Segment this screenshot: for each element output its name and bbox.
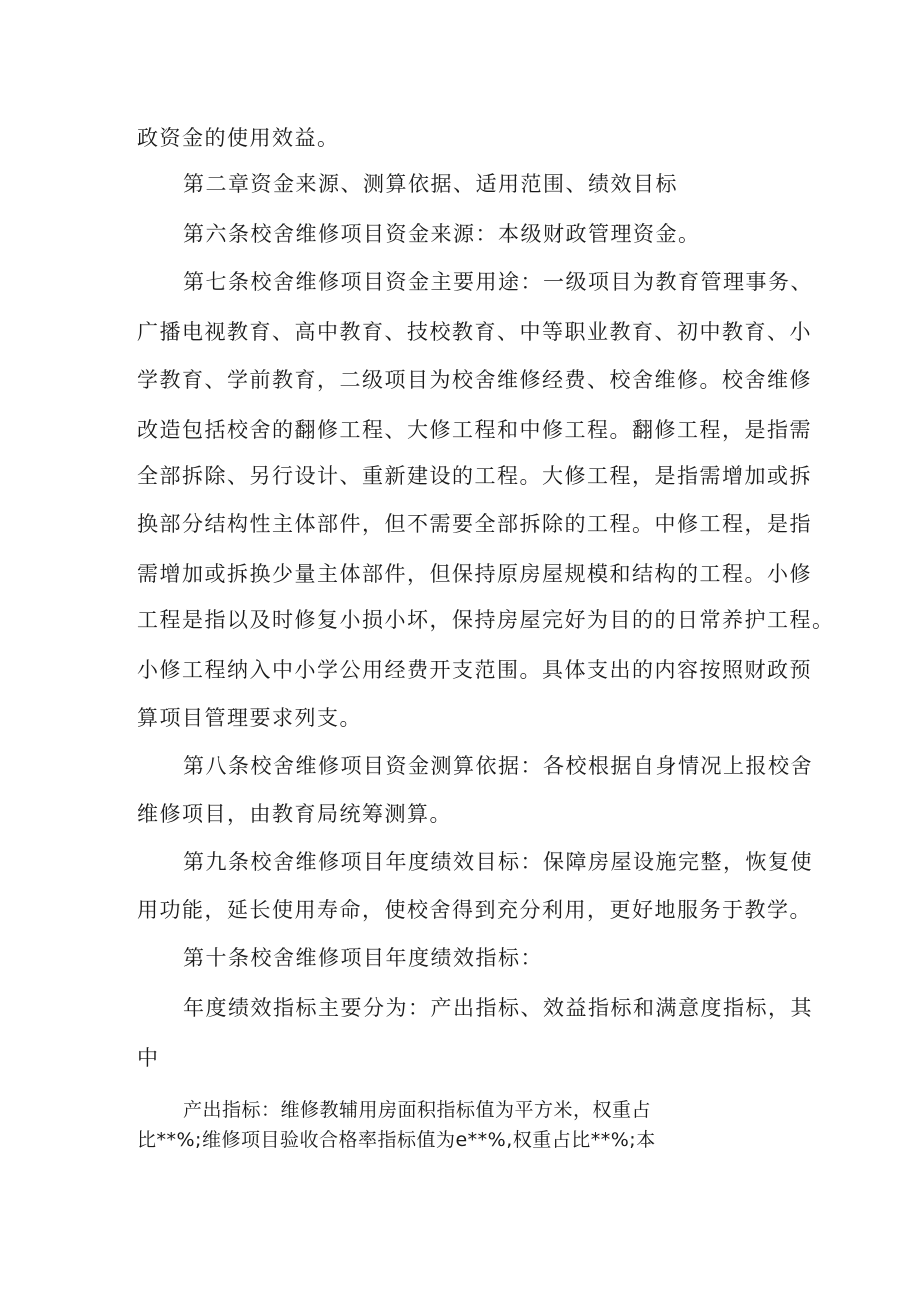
paragraph-line: 政资金的使用效益。	[137, 126, 340, 150]
chapter-heading: 第二章资金来源、测算依据、适用范围、绩效目标	[183, 172, 678, 196]
paragraph-line: 小修工程纳入中小学公用经费开支范围。具体支出的内容按照财政预	[137, 658, 812, 682]
paragraph-line: 产出指标：维修教辅用房面积指标值为平方米，权重占	[183, 1099, 652, 1121]
paragraph-line: 维修项目，由教育局统筹测算。	[137, 802, 452, 826]
paragraph-line: 年度绩效指标主要分为：产出指标、效益指标和满意度指标，其	[183, 996, 813, 1020]
paragraph-line: 中	[137, 1046, 160, 1070]
paragraph-line: 第七条校舍维修项目资金主要用途：一级项目为教育管理事务、	[183, 270, 813, 294]
paragraph-line: 广播电视教育、高中教育、技校教育、中等职业教育、初中教育、小	[137, 320, 812, 344]
paragraph-line: 改造包括校舍的翻修工程、大修工程和中修工程。翻修工程，是指需	[137, 418, 812, 442]
paragraph-line: 换部分结构性主体部件，但不需要全部拆除的工程。中修工程，是指	[137, 512, 812, 536]
paragraph-line: 全部拆除、另行设计、重新建设的工程。大修工程，是指需增加或拆	[137, 464, 812, 488]
paragraph-line: 第八条校舍维修项目资金测算依据：各校根据自身情况上报校舍	[183, 754, 813, 778]
paragraph-line: 第十条校舍维修项目年度绩效指标：	[183, 946, 543, 970]
paragraph-line: 第九条校舍维修项目年度绩效目标：保障房屋设施完整，恢复使	[183, 850, 813, 874]
paragraph-line: 需增加或拆换少量主体部件，但保持原房屋规模和结构的工程。小修	[137, 562, 812, 586]
paragraph-line: 学教育、学前教育，二级项目为校舍维修经费、校舍维修。校舍维修	[137, 368, 812, 392]
paragraph-line: 用功能，延长使用寿命，使校舍得到充分利用，更好地服务于教学。	[137, 898, 812, 922]
paragraph-line: 第六条校舍维修项目资金来源：本级财政管理资金。	[183, 222, 701, 246]
paragraph-line: 比**%;维修项目验收合格率指标值为e**%,权重占比**%;本	[137, 1129, 656, 1151]
paragraph-line: 工程是指以及时修复小损小坏，保持房屋完好为目的的日常养护工程。	[137, 608, 835, 632]
paragraph-line: 算项目管理要求列支。	[137, 706, 362, 730]
